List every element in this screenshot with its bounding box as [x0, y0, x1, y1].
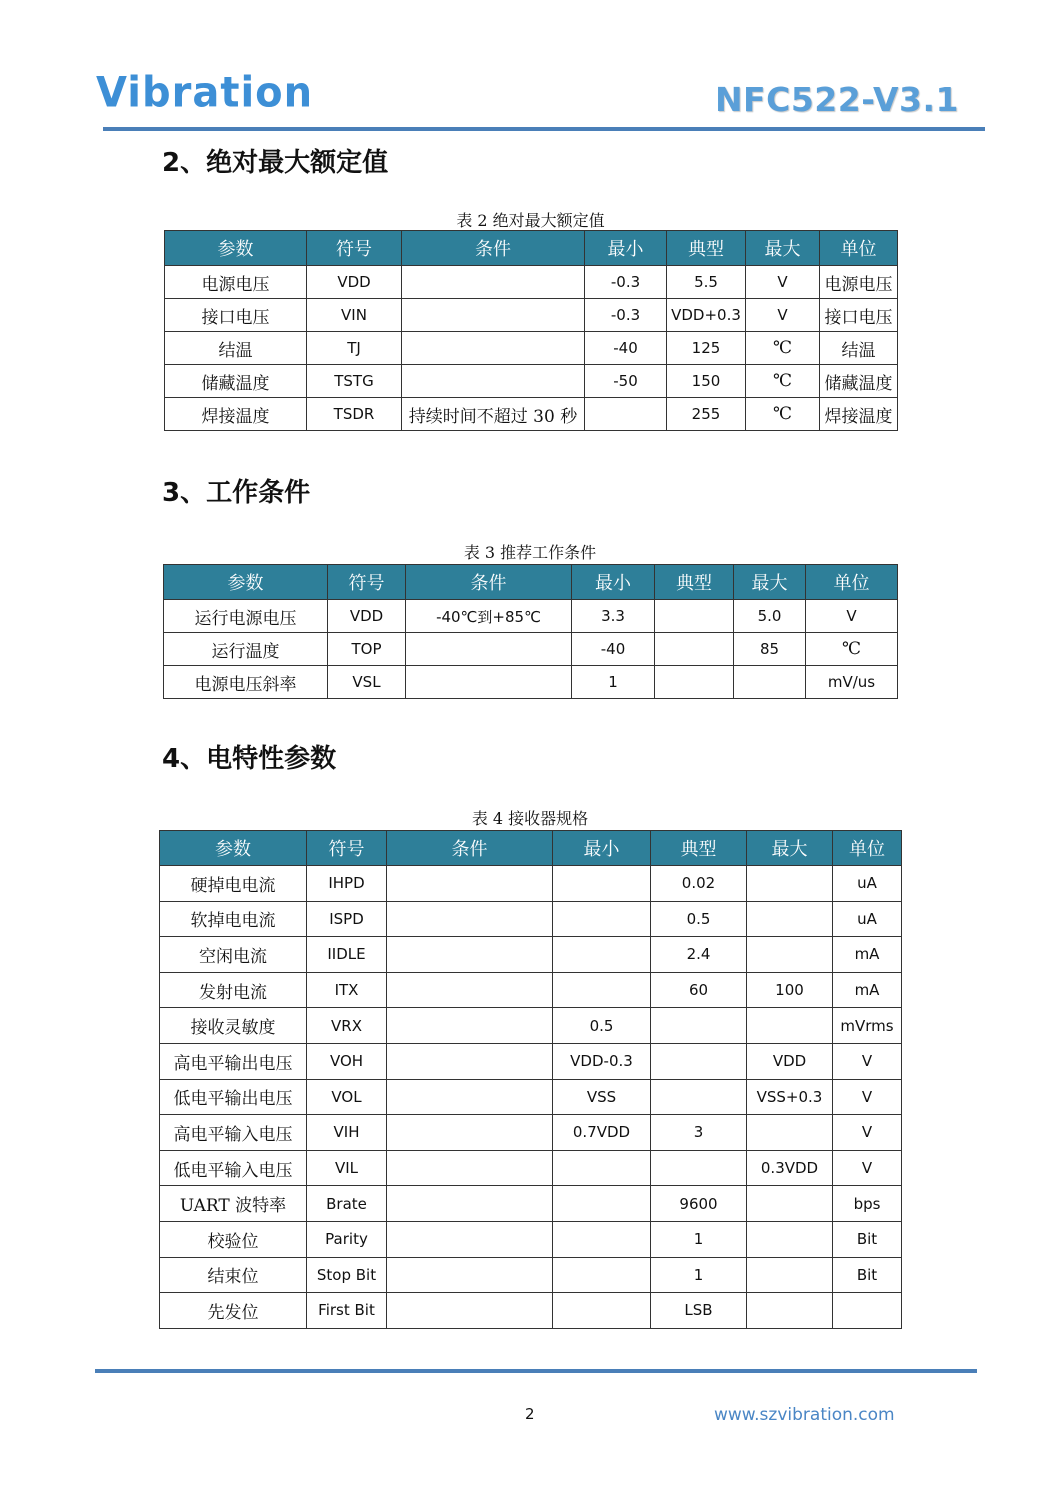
table-cell: VIN — [307, 299, 402, 332]
table-cell: V — [833, 1115, 902, 1151]
table-row — [165, 266, 898, 299]
table-cell: Bit — [833, 1257, 902, 1293]
table-cell: UART 波特率 — [160, 1186, 307, 1222]
column-header: 最小 — [553, 831, 651, 866]
table-cell: ℃ — [746, 365, 820, 398]
table-row — [160, 1293, 902, 1329]
table-cell — [387, 1043, 553, 1079]
table-cell: Stop Bit — [307, 1257, 387, 1293]
table-cell — [387, 1079, 553, 1115]
footer-rule — [95, 1369, 977, 1373]
table-cell — [747, 1221, 833, 1257]
table-header-row — [165, 231, 898, 266]
table-cell: uA — [833, 901, 902, 937]
table-cell: VSL — [328, 666, 406, 699]
table-cell: uA — [833, 866, 902, 902]
table-cell: VOH — [307, 1043, 387, 1079]
column-header: 典型 — [667, 231, 746, 266]
table-cell: TOP — [328, 633, 406, 666]
table-cell — [387, 1221, 553, 1257]
table-cell — [747, 1257, 833, 1293]
table-cell: 焊接温度 — [165, 398, 307, 431]
table-cell: -50 — [585, 365, 667, 398]
table-cell: 校验位 — [160, 1221, 307, 1257]
table-cell: VSS+0.3 — [747, 1079, 833, 1115]
table-cell — [833, 1293, 902, 1329]
table-cell — [734, 666, 806, 699]
table-cell — [553, 972, 651, 1008]
column-header: 典型 — [651, 831, 747, 866]
column-header: 参数 — [164, 565, 328, 600]
column-header: 最小 — [585, 231, 667, 266]
table-row — [160, 901, 902, 937]
table-cell: VOL — [307, 1079, 387, 1115]
table-cell: V — [833, 1150, 902, 1186]
table-row — [165, 332, 898, 365]
table-cell: -0.3 — [585, 299, 667, 332]
table-cell: 先发位 — [160, 1293, 307, 1329]
table-cell: mV/us — [806, 666, 898, 699]
table-cell: 60 — [651, 972, 747, 1008]
table-cell: mA — [833, 972, 902, 1008]
table-cell — [585, 398, 667, 431]
table-cell — [387, 866, 553, 902]
table-cell — [655, 666, 734, 699]
table-header-row — [164, 565, 898, 600]
table-cell: 接口电压 — [820, 299, 898, 332]
column-header: 条件 — [387, 831, 553, 866]
table-cell: Parity — [307, 1221, 387, 1257]
table-cell: 电源电压 — [165, 266, 307, 299]
table-cell — [402, 332, 585, 365]
table-cell: VRX — [307, 1008, 387, 1044]
table-cell: 1 — [572, 666, 655, 699]
column-header: 参数 — [160, 831, 307, 866]
table-cell: 结束位 — [160, 1257, 307, 1293]
table-cell — [651, 1150, 747, 1186]
table-cell — [387, 1293, 553, 1329]
table-cell — [651, 1043, 747, 1079]
table-cell: 结温 — [820, 332, 898, 365]
table-cell: ℃ — [746, 398, 820, 431]
column-header: 单位 — [820, 231, 898, 266]
table-row — [160, 1079, 902, 1115]
table-cell: V — [833, 1079, 902, 1115]
table-caption: 表 4 接收器规格 — [471, 809, 589, 828]
table-cell: 结温 — [165, 332, 307, 365]
model-title: NFC522-V3.1 — [714, 80, 959, 119]
table-cell: 125 — [667, 332, 746, 365]
table-cell: IHPD — [307, 866, 387, 902]
table-cell — [747, 1008, 833, 1044]
table-cell: 1 — [651, 1257, 747, 1293]
table-cell — [655, 600, 734, 633]
column-header: 最大 — [734, 565, 806, 600]
table-cell: LSB — [651, 1293, 747, 1329]
receiver-specs-table — [159, 830, 902, 1329]
table-cell: 储藏温度 — [165, 365, 307, 398]
column-header: 最大 — [746, 231, 820, 266]
table-cell: mA — [833, 937, 902, 973]
table-cell — [402, 365, 585, 398]
table-cell — [553, 866, 651, 902]
website-link[interactable]: www.szvibration.com — [714, 1405, 895, 1425]
table-cell: V — [746, 299, 820, 332]
table-cell: V — [806, 600, 898, 633]
table-body — [160, 866, 902, 1329]
table-row — [160, 1221, 902, 1257]
table-cell — [387, 972, 553, 1008]
table-cell: IIDLE — [307, 937, 387, 973]
table-cell — [406, 666, 572, 699]
table-cell: 接口电压 — [165, 299, 307, 332]
table-body — [165, 266, 898, 431]
column-header: 条件 — [402, 231, 585, 266]
table-cell: mVrms — [833, 1008, 902, 1044]
table-cell: VDD+0.3 — [667, 299, 746, 332]
table-cell: 运行电源电压 — [164, 600, 328, 633]
table-cell — [387, 1186, 553, 1222]
column-header: 符号 — [328, 565, 406, 600]
column-header: 符号 — [307, 831, 387, 866]
column-header: 最大 — [747, 831, 833, 866]
table-cell — [747, 1293, 833, 1329]
operating-conditions-table — [163, 564, 898, 699]
column-header: 单位 — [806, 565, 898, 600]
table-cell: bps — [833, 1186, 902, 1222]
table-cell: VDD-0.3 — [553, 1043, 651, 1079]
table-cell: 3.3 — [572, 600, 655, 633]
table-cell: 焊接温度 — [820, 398, 898, 431]
table-cell: 低电平输入电压 — [160, 1150, 307, 1186]
column-header: 典型 — [655, 565, 734, 600]
table-cell — [747, 1186, 833, 1222]
table-cell: VSS — [553, 1079, 651, 1115]
absolute-max-table — [164, 230, 898, 431]
table-cell — [553, 1293, 651, 1329]
table-cell — [387, 1257, 553, 1293]
table-cell — [406, 633, 572, 666]
table-cell: ISPD — [307, 901, 387, 937]
table-cell: 1 — [651, 1221, 747, 1257]
table-cell: 持续时间不超过 30 秒 — [402, 398, 585, 431]
table-cell: First Bit — [307, 1293, 387, 1329]
table-cell: 0.5 — [651, 901, 747, 937]
table-cell — [553, 937, 651, 973]
table-cell — [387, 1008, 553, 1044]
table-cell: TSTG — [307, 365, 402, 398]
table-cell: 低电平输出电压 — [160, 1079, 307, 1115]
table-row — [160, 1008, 902, 1044]
table-cell: 100 — [747, 972, 833, 1008]
table-cell — [651, 1008, 747, 1044]
table-cell — [387, 1115, 553, 1151]
table-cell — [747, 937, 833, 973]
table-cell — [387, 1150, 553, 1186]
table-cell: TSDR — [307, 398, 402, 431]
table-cell: 0.3VDD — [747, 1150, 833, 1186]
column-header: 最小 — [572, 565, 655, 600]
table-cell — [553, 901, 651, 937]
table-cell: 软掉电电流 — [160, 901, 307, 937]
table-row — [165, 365, 898, 398]
table-cell: 2.4 — [651, 937, 747, 973]
table-cell: 电源电压斜率 — [164, 666, 328, 699]
table-cell: 255 — [667, 398, 746, 431]
section-title-operating-conditions: 3、工作条件 — [162, 478, 311, 508]
table-cell: Bit — [833, 1221, 902, 1257]
table-cell: 150 — [667, 365, 746, 398]
table-cell: 运行温度 — [164, 633, 328, 666]
table-cell: 储藏温度 — [820, 365, 898, 398]
table-cell: 0.02 — [651, 866, 747, 902]
table-cell: VDD — [307, 266, 402, 299]
table-row — [160, 1150, 902, 1186]
table-cell: VIL — [307, 1150, 387, 1186]
table-row — [160, 1257, 902, 1293]
table-row — [164, 666, 898, 699]
table-cell — [553, 1186, 651, 1222]
table-cell — [553, 1221, 651, 1257]
table-row — [160, 1186, 902, 1222]
table-cell — [655, 633, 734, 666]
table-caption: 表 2 绝对最大额定值 — [456, 211, 605, 230]
table-header-row — [160, 831, 902, 866]
table-cell — [747, 866, 833, 902]
table-cell: -0.3 — [585, 266, 667, 299]
table-row — [165, 398, 898, 431]
table-cell: V — [833, 1043, 902, 1079]
table-cell — [747, 1115, 833, 1151]
table-cell: 高电平输入电压 — [160, 1115, 307, 1151]
table-cell: VDD — [747, 1043, 833, 1079]
table-row — [160, 866, 902, 902]
table-row — [160, 1043, 902, 1079]
table-row — [160, 1115, 902, 1151]
table-caption: 表 3 推荐工作条件 — [463, 543, 597, 562]
table-cell: V — [746, 266, 820, 299]
table-cell — [387, 937, 553, 973]
table-cell — [747, 901, 833, 937]
table-cell: VDD — [328, 600, 406, 633]
table-cell: 85 — [734, 633, 806, 666]
table-row — [164, 600, 898, 633]
table-cell: ITX — [307, 972, 387, 1008]
column-header: 条件 — [406, 565, 572, 600]
table-cell: 3 — [651, 1115, 747, 1151]
table-cell: 电源电压 — [820, 266, 898, 299]
table-cell: 5.0 — [734, 600, 806, 633]
table-cell: ℃ — [806, 633, 898, 666]
table-cell: -40 — [572, 633, 655, 666]
table-cell — [651, 1079, 747, 1115]
table-cell: 接收灵敏度 — [160, 1008, 307, 1044]
table-cell: VIH — [307, 1115, 387, 1151]
header-rule — [103, 127, 985, 131]
table-cell: 发射电流 — [160, 972, 307, 1008]
table-row — [164, 633, 898, 666]
table-cell: 硬掉电电流 — [160, 866, 307, 902]
table-cell: ℃ — [746, 332, 820, 365]
column-header: 参数 — [165, 231, 307, 266]
column-header: 符号 — [307, 231, 402, 266]
table-cell: -40 — [585, 332, 667, 365]
table-body — [164, 600, 898, 699]
table-cell: 0.7VDD — [553, 1115, 651, 1151]
brand-logo: Vibration — [96, 68, 314, 118]
table-cell — [387, 901, 553, 937]
column-header: 单位 — [833, 831, 902, 866]
table-cell: TJ — [307, 332, 402, 365]
table-cell: Brate — [307, 1186, 387, 1222]
table-cell: -40℃到+85℃ — [406, 600, 572, 633]
table-cell: 0.5 — [553, 1008, 651, 1044]
table-cell — [553, 1257, 651, 1293]
table-row — [160, 972, 902, 1008]
table-row — [160, 937, 902, 973]
section-title-electrical-characteristics: 4、电特性参数 — [162, 744, 337, 774]
table-cell: 高电平输出电压 — [160, 1043, 307, 1079]
table-cell — [553, 1150, 651, 1186]
table-cell — [402, 266, 585, 299]
section-title-absolute-max: 2、绝对最大额定值 — [162, 148, 389, 178]
table-row — [165, 299, 898, 332]
table-cell — [402, 299, 585, 332]
table-cell: 空闲电流 — [160, 937, 307, 973]
table-cell: 9600 — [651, 1186, 747, 1222]
page-number: 2 — [525, 1405, 535, 1423]
table-cell: 5.5 — [667, 266, 746, 299]
